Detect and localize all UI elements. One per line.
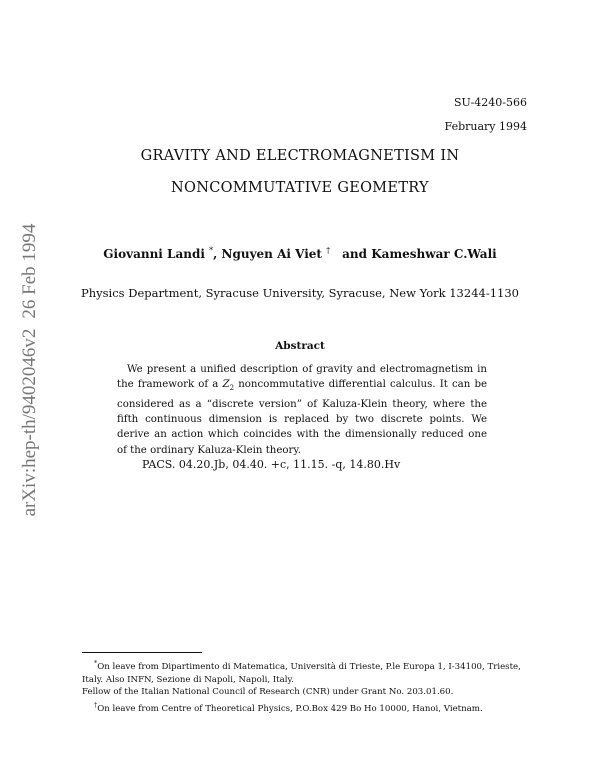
footnotes — [82, 657, 528, 716]
footnote-1-text: On leave from Dipartimento di Matematica, Università di Trieste, P.le Europa 1, I-34100, Trieste, Italy. Also INFN, Sezione di Napoli, Napoli, Italy. — [82, 661, 521, 685]
title-line-1: GRAVITY AND ELECTROMAGNETISM IN — [140, 148, 460, 164]
footnote-1-continued: Fellow of the Italian National Council of Research (CNR) under Grant No. 203.01.60. — [82, 687, 454, 698]
abstract-body — [117, 362, 487, 458]
arxiv-id: arXiv:hep-th/9402046v2 — [19, 328, 40, 517]
arxiv-stamp-date: 26 Feb 1994 — [19, 223, 40, 319]
z-subscript: 2 — [229, 384, 235, 393]
author-list — [0, 246, 600, 261]
footnote-rule — [82, 652, 202, 653]
author-wali: Kameshwar C.Wali — [371, 247, 497, 261]
footnote-2-mark: † — [94, 701, 98, 710]
abstract-text-1: We present a unified description of gravity and electromagnetism in the framework of a — [117, 364, 487, 391]
footnote-1-mark: * — [94, 659, 98, 667]
z-symbol: Z — [222, 379, 230, 391]
author-connector: and — [342, 247, 368, 261]
footnote-1 — [82, 657, 528, 686]
report-number: SU-4240-566 — [453, 96, 527, 109]
footnote-mark-1: * — [209, 246, 214, 255]
author-landi: Giovanni Landi — [103, 247, 205, 261]
arxiv-stamp — [19, 224, 41, 517]
author-separator: , — [213, 247, 222, 261]
report-date: February 1994 — [444, 120, 527, 133]
affiliation: Physics Department, Syracuse University, Syracuse, New York 13244-1130 — [81, 286, 519, 300]
pacs-codes: PACS. 04.20.Jb, 04.40. +c, 11.15. -q, 14.80.Hv — [142, 458, 401, 471]
abstract-text-2: noncommutative differential calculus. It can be considered as a “discrete version” of Kaluza-Klein theory, where the fifth continuous dimension is replaced by two discrete points. We derive an action which coincides with the dimensionally reduced one of the ordinary Kaluza-Klein theory. — [117, 379, 488, 456]
footnote-2 — [82, 699, 528, 716]
author-viet: Nguyen Ai Viet — [221, 247, 322, 261]
title-line-2: NONCOMMUTATIVE GEOMETRY — [171, 180, 429, 196]
footnote-2-text: On leave from Centre of Theoretical Physics, P.O.Box 429 Bo Ho 10000, Hanoi, Vietnam. — [97, 704, 483, 715]
footnote-mark-2: † — [326, 246, 331, 255]
abstract-heading: Abstract — [275, 340, 325, 352]
